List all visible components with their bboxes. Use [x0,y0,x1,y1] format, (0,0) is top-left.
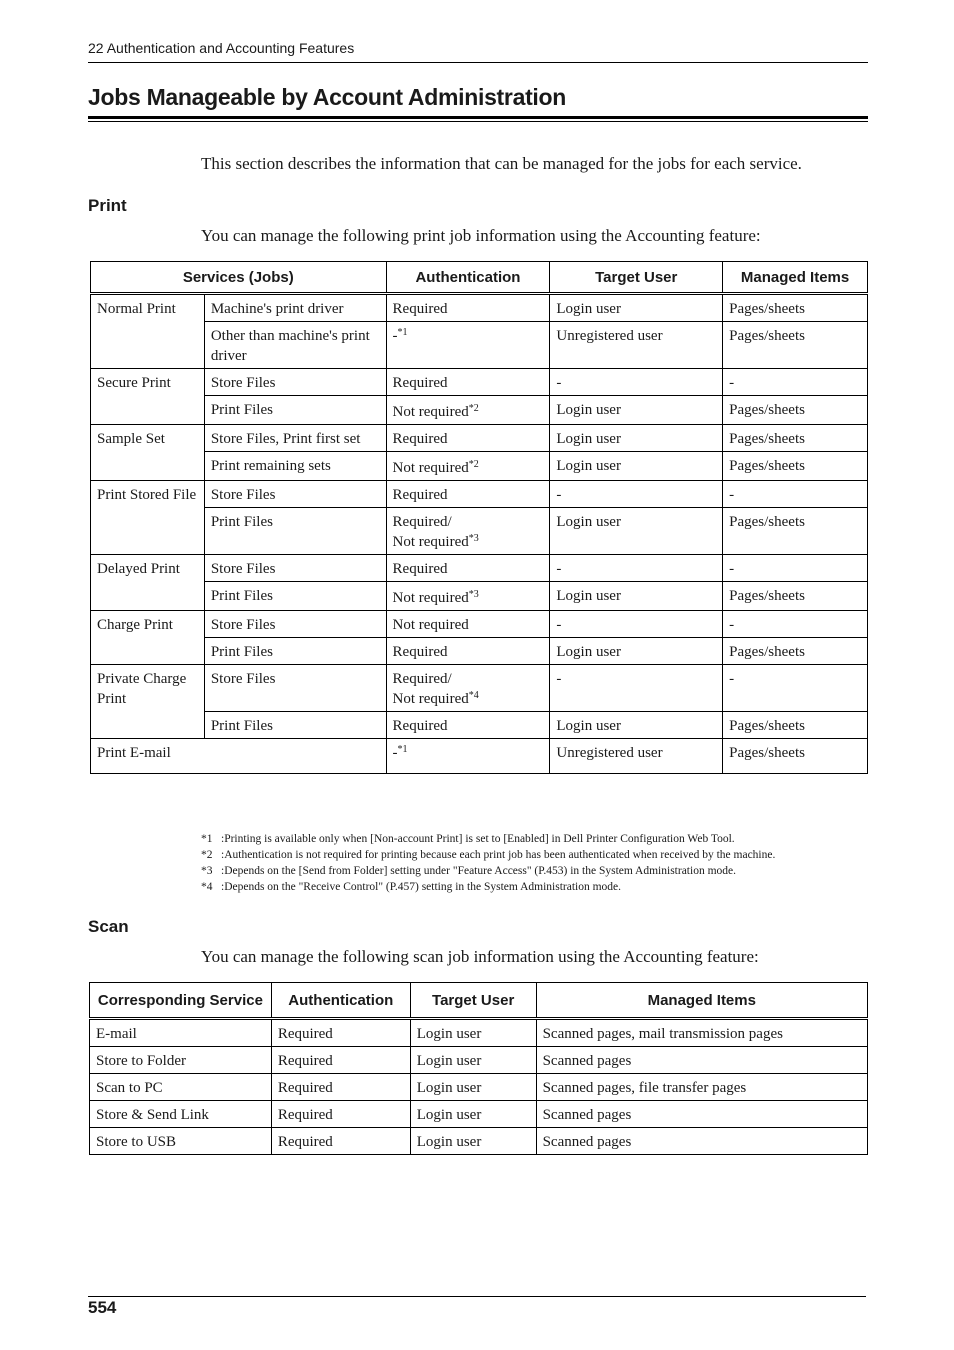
table-row [91,555,868,582]
header-corresponding-service: Corresponding Service [90,983,272,1019]
service-group: Private Charge Print [91,665,205,739]
header-managed-items: Managed Items [536,983,867,1019]
table-row [90,1101,868,1128]
target-user: Login user [550,294,723,322]
footnote: *4 :Depends on the "Receive Control" (P.457) setting in the System Administration mode. [201,881,622,893]
table-row [91,452,868,481]
target-user: Login user [550,425,723,452]
managed-items: - [723,665,868,712]
job-type: Store Files, Print first set [204,425,386,452]
job-type: Store Files [204,665,386,712]
table-row [91,425,868,452]
target-user: Login user [410,1101,536,1128]
service-group: Normal Print [91,294,205,369]
managed-items: Pages/sheets [723,739,868,774]
service: E-mail [90,1019,272,1047]
running-header: 22 Authentication and Accounting Features [88,40,355,56]
target-user: Login user [550,638,723,665]
title-rule [88,116,868,119]
authentication: Not required$^{*2}$ [386,396,550,425]
managed-items: Pages/sheets [723,294,868,322]
authentication: Required/ Not required$^{*3}$ [386,508,550,555]
footnote-ref: *2 [468,459,479,470]
footnote-ref: *1 [397,327,408,338]
job-type: Store Files [204,369,386,396]
service: Store to Folder [90,1047,272,1074]
managed-items: Pages/sheets [723,425,868,452]
target-user: Unregistered user [550,739,723,774]
target-user: Login user [410,1128,536,1155]
authentication: Required [386,294,550,322]
page-title: Jobs Manageable by Account Administration [88,84,567,110]
table-row [90,1019,868,1047]
target-user: - [550,611,723,638]
table-row [90,1074,868,1101]
managed-items: - [723,369,868,396]
job-type: Print Files [204,638,386,665]
managed-items: - [723,481,868,508]
footnote: *3 :Depends on the [Send from Folder] setting under "Feature Access" (P.453) in the System Administration mode. [201,865,736,877]
service-group: Charge Print [91,611,205,665]
header-rule [88,62,868,63]
authentication: Required [271,1101,410,1128]
service-group: Print E-mail [91,739,387,774]
authentication: Required [386,712,550,739]
service-group: Secure Print [91,369,205,425]
authentication: Required [271,1128,410,1155]
footnote-ref: *3 [468,533,479,544]
table-row [91,638,868,665]
scan-lead: You can manage the following scan job information using the Accounting feature: [201,947,759,966]
managed-items: Pages/sheets [723,322,868,369]
table-row [91,508,868,555]
authentication: -$^{*1}$ [386,739,550,774]
job-type: Print Files [204,508,386,555]
table-row [91,481,868,508]
table-row [91,665,868,712]
service-group: Sample Set [91,425,205,481]
table-row [91,294,868,322]
table-row [91,369,868,396]
managed-items: Scanned pages [536,1047,867,1074]
authentication: Required [271,1019,410,1047]
print-lead: You can manage the following print job information using the Accounting feature: [201,226,761,245]
managed-items: Pages/sheets [723,452,868,481]
footnotes [201,831,775,895]
managed-items: Pages/sheets [723,638,868,665]
job-type: Other than machine's print driver [204,322,386,369]
footnote-ref: *4 [468,690,479,701]
job-type: Store Files [204,555,386,582]
authentication: Required [386,369,550,396]
authentication: Required [271,1047,410,1074]
service-group: Delayed Print [91,555,205,611]
managed-items: - [723,555,868,582]
managed-items: Scanned pages [536,1101,867,1128]
job-type: Print Files [204,712,386,739]
authentication: Required [271,1074,410,1101]
footer-rule [88,1296,866,1297]
footnote-ref: *1 [397,744,408,755]
job-type: Store Files [204,481,386,508]
header-authentication: Authentication [386,262,550,294]
print-table [90,261,868,774]
job-type: Print remaining sets [204,452,386,481]
managed-items: Scanned pages, mail transmission pages [536,1019,867,1047]
table-row [91,396,868,425]
authentication: Required [386,638,550,665]
header-authentication: Authentication [271,983,410,1019]
target-user: Login user [410,1047,536,1074]
scan-table-header [90,983,868,1019]
job-type: Store Files [204,611,386,638]
managed-items: Pages/sheets [723,582,868,611]
target-user: - [550,665,723,712]
managed-items: Scanned pages [536,1128,867,1155]
table-row [91,739,868,774]
service: Store & Send Link [90,1101,272,1128]
job-type: Print Files [204,582,386,611]
target-user: Login user [550,508,723,555]
job-type: Print Files [204,396,386,425]
managed-items: - [723,611,868,638]
table-row [90,1047,868,1074]
authentication: Required [386,481,550,508]
authentication: Not required [386,611,550,638]
intro-paragraph: This section describes the information that can be managed for the jobs for each service. [201,154,802,173]
table-row [90,1128,868,1155]
target-user: Unregistered user [550,322,723,369]
table-row [91,712,868,739]
target-user: - [550,369,723,396]
footnote: *1 :Printing is available only when [Non-account Print] is set to [Enabled] in Dell Printer Configuration Web Tool. [201,833,735,845]
authentication: Required [386,555,550,582]
target-user: Login user [550,396,723,425]
page-number: 554 [88,1298,117,1317]
table-row [91,322,868,369]
print-heading: Print [88,196,127,215]
service: Scan to PC [90,1074,272,1101]
footnote-ref: *2 [468,403,479,414]
authentication: Required/ Not required$^{*4}$ [386,665,550,712]
authentication: Required [386,425,550,452]
target-user: Login user [410,1074,536,1101]
header-managed-items: Managed Items [723,262,868,294]
target-user: - [550,481,723,508]
managed-items: Pages/sheets [723,712,868,739]
header-target-user: Target User [410,983,536,1019]
print-table-header [91,262,868,294]
target-user: - [550,555,723,582]
managed-items: Scanned pages, file transfer pages [536,1074,867,1101]
table-row [91,611,868,638]
scan-heading: Scan [88,917,129,936]
table-row [91,582,868,611]
footnote: *2 :Authentication is not required for printing because each print job has been authenticated when received by the machine. [201,849,776,861]
managed-items: Pages/sheets [723,508,868,555]
authentication: Not required$^{*3}$ [386,582,550,611]
scan-table [89,982,868,1155]
job-type: Machine's print driver [204,294,386,322]
header-target-user: Target User [550,262,723,294]
authentication: Not required$^{*2}$ [386,452,550,481]
footnote-ref: *3 [468,589,479,600]
target-user: Login user [410,1019,536,1047]
service: Store to USB [90,1128,272,1155]
service-group: Print Stored File [91,481,205,555]
target-user: Login user [550,452,723,481]
authentication: -$^{*1}$ [386,322,550,369]
managed-items: Pages/sheets [723,396,868,425]
header-services: Services (Jobs) [91,262,387,294]
target-user: Login user [550,582,723,611]
target-user: Login user [550,712,723,739]
title-rule-thin [88,121,868,122]
